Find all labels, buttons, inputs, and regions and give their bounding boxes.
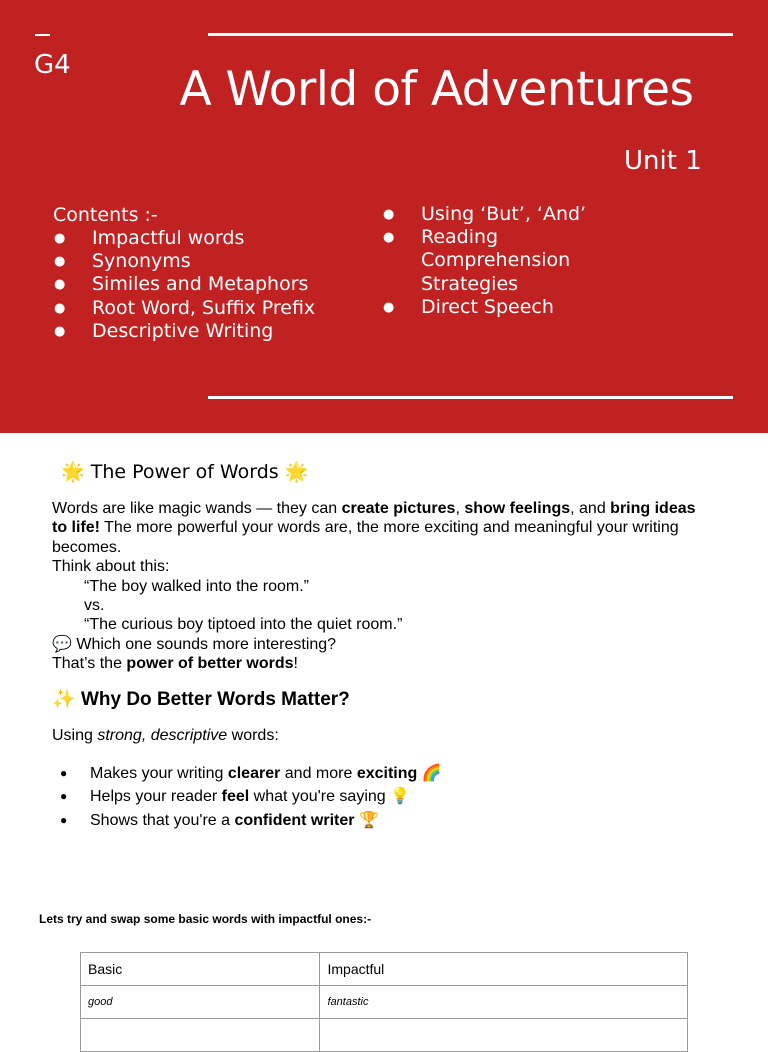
basic-word-cell xyxy=(81,1019,320,1052)
star-icon: 🌟 xyxy=(284,461,309,483)
page-title: A World of Adventures xyxy=(179,62,694,117)
power-heading-text: The Power of Words xyxy=(90,461,279,483)
star-icon: 🌟 xyxy=(61,461,85,483)
contents-item: ● Similes and Metaphors xyxy=(54,273,374,296)
unit-label: Unit 1 xyxy=(624,146,702,176)
question-line: 💬 Which one sounds more interesting? xyxy=(52,635,337,653)
contents-item: ● Synonyms xyxy=(54,250,374,273)
why-heading: ✨ Why Do Better Words Matter? xyxy=(52,689,350,710)
benefits-list xyxy=(58,762,442,832)
contents-item: ● Direct Speech xyxy=(383,296,683,319)
swap-instruction: Lets try and swap some basic words with impactful ones:- xyxy=(39,912,372,926)
rainbow-icon: 🌈 xyxy=(421,765,442,782)
header-basic: Basic xyxy=(81,953,320,986)
sparkles-icon: ✨ xyxy=(52,689,76,710)
speech-bubble-icon: 💬 xyxy=(52,635,72,653)
lightbulb-icon: 💡 xyxy=(390,788,411,806)
word-swap-table xyxy=(80,952,688,1052)
contents-heading: Contents :- xyxy=(53,204,158,226)
contents-list-left xyxy=(54,227,374,343)
bottom-divider xyxy=(208,396,733,399)
intro-paragraph: Words are like magic wands — they can create pictures, show feelings, and bring ideas to life! The more powerful your words are, the more exciting and meaningful your writing becomes. xyxy=(52,500,696,556)
basic-word-cell: good xyxy=(81,986,320,1019)
example-descriptive: “The curious boy tiptoed into the quiet room.” xyxy=(84,616,403,634)
think-line: Think about this: xyxy=(52,558,170,576)
contents-item: ● Using ‘But’, ‘And’ xyxy=(383,203,683,226)
contents-item: ● Root Word, Suffix Prefix xyxy=(54,297,374,320)
grade-tick xyxy=(35,34,50,36)
table-row xyxy=(81,1019,688,1052)
example-plain: “The boy walked into the room.” xyxy=(84,577,309,595)
impactful-word-cell: fantastic xyxy=(320,986,688,1019)
list-item: ● Makes your writing clearer and more exciting 🌈 xyxy=(58,762,442,785)
contents-item: ● Descriptive Writing xyxy=(54,320,374,343)
trophy-icon: 🏆 xyxy=(358,811,379,829)
cover-banner xyxy=(0,0,768,433)
table-header-row xyxy=(81,953,688,986)
top-divider xyxy=(208,33,733,36)
list-item: ● Helps your reader feel what you're saying 💡 xyxy=(58,785,442,808)
impactful-word-cell xyxy=(320,1019,688,1052)
list-item: ● Shows that you're a confident writer 🏆 xyxy=(58,809,442,832)
power-heading xyxy=(61,460,308,483)
power-body xyxy=(52,499,712,674)
power-conclusion: That’s the power of better words! xyxy=(52,655,298,673)
header-impactful: Impactful xyxy=(320,953,688,986)
table-row xyxy=(81,986,688,1019)
contents-item: ● Impactful words xyxy=(54,227,374,250)
contents-item: ● Reading Comprehension Strategies xyxy=(383,226,651,296)
using-line: Using strong, descriptive words: xyxy=(52,727,279,744)
versus-label: vs. xyxy=(84,597,105,615)
grade-label: G4 xyxy=(34,50,71,80)
contents-list-right xyxy=(383,203,683,319)
